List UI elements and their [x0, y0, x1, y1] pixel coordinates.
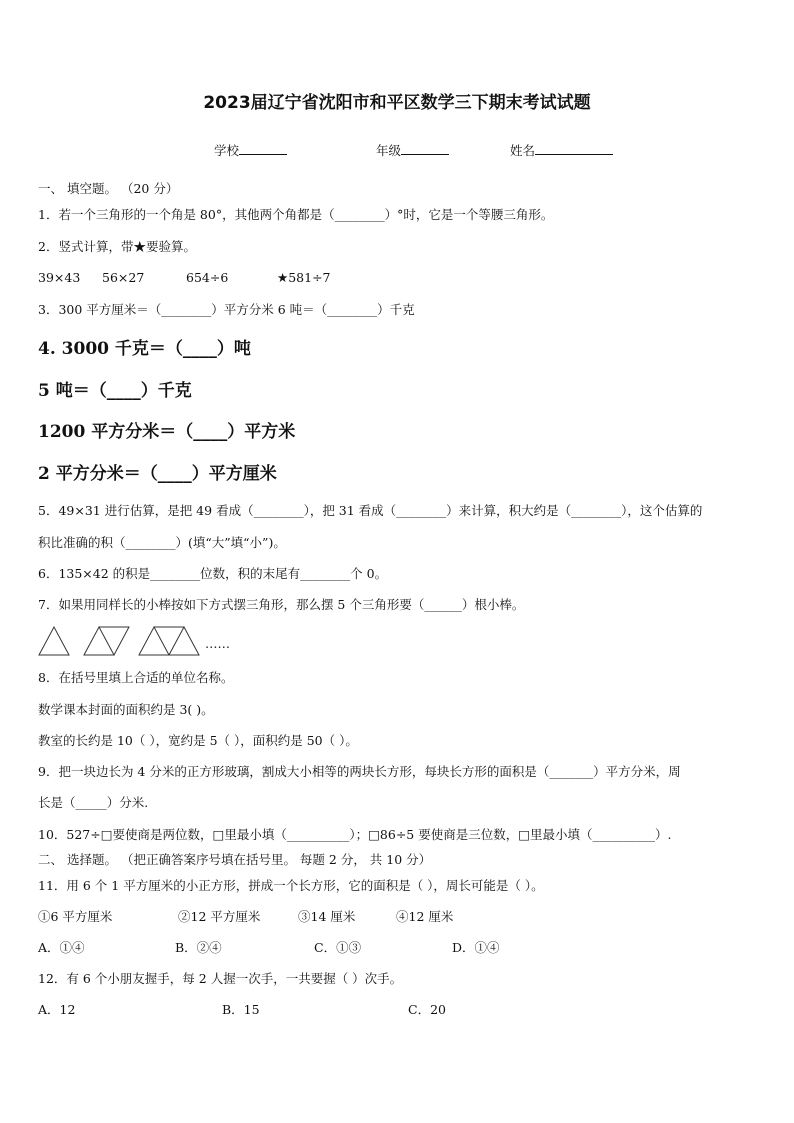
calc-item: 654÷6 [186, 270, 229, 285]
school-blank [239, 141, 287, 155]
triangle-three [139, 627, 199, 655]
question-11: 11．用 6 个 1 平方厘米的小正方形，拼成一个长方形，它的面积是（ ），周长可能是（ ）。 [38, 878, 544, 893]
question-1: 1．若一个三角形的一个角是 80°，其他两个角都是（________）°时，它是一个等腰三角形。 [38, 207, 554, 222]
choice-item: C．20 [408, 1002, 446, 1017]
calc-item: 39×43 [38, 270, 81, 285]
question-2-items [38, 270, 331, 286]
calc-item: ★581÷7 [277, 270, 331, 285]
question-2: 2．竖式计算，带★要验算。 [38, 239, 196, 254]
option-item: ④12 厘米 [396, 909, 454, 924]
question-9-line1: 9．把一块边长为 4 分米的正方形玻璃，割成大小相等的两块长方形，每块长方形的面积是（_______）平方分米，周 [38, 764, 681, 779]
choice-item: B．15 [222, 1002, 260, 1017]
triangle-one [39, 627, 69, 655]
choice-item: C．①③ [314, 940, 362, 955]
option-item: ③14 厘米 [298, 909, 356, 924]
school-field [214, 141, 287, 159]
question-5-line1: 5．49×31 进行估算，是把 49 看成（________），把 31 看成（________）来计算，积大约是（________），这个估算的 [38, 503, 703, 518]
question-4-line: 4. 3000 千克＝（____）吨 [38, 339, 251, 359]
question-8-a: 数学课本封面的面积约是 3( )。 [38, 702, 214, 717]
name-field [510, 141, 613, 159]
calc-item: 56×27 [102, 270, 145, 285]
choice-item: A．12 [38, 1002, 76, 1017]
question-8-b: 教室的长约是 10（ ），宽约是 5（ ），面积约是 50（ ）。 [38, 733, 358, 748]
page-title: 2023届辽宁省沈阳市和平区数学三下期末考试试题 [203, 93, 591, 113]
question-5-line2: 积比准确的积（________）(填“大”填“小”)。 [38, 535, 286, 550]
question-6: 6．135×42 的积是________位数，积的末尾有________个 0。 [38, 566, 388, 581]
grade-blank [401, 141, 449, 155]
grade-label: 年级 [376, 143, 402, 158]
choice-item: A．①④ [38, 940, 85, 955]
question-4-line: 5 吨＝（____）千克 [38, 381, 192, 401]
grade-field [376, 141, 449, 159]
question-8: 8．在括号里填上合适的单位名称。 [38, 670, 234, 685]
option-item: ①6 平方厘米 [38, 909, 113, 924]
section-heading-2: 二、 选择题。 （把正确答案序号填在括号里。 每题 2 分， 共 10 分） [38, 852, 432, 867]
name-label: 姓名 [510, 143, 536, 158]
triangle-two [84, 627, 129, 655]
question-11-options [38, 909, 453, 925]
school-label: 学校 [214, 143, 240, 158]
question-9-line2: 长是（_____）分米. [38, 795, 149, 810]
choice-item: B．②④ [175, 940, 222, 955]
question-11-choices [38, 940, 500, 956]
question-3: 3．300 平方厘米＝（________）平方分米 6 吨＝（________）千克 [38, 302, 415, 317]
question-7: 7．如果用同样长的小棒按如下方式摆三角形，那么摆 5 个三角形要（______）根小棒。 [38, 597, 525, 612]
question-12: 12．有 6 个小朋友握手，每 2 人握一次手，一共要握（ ）次手。 [38, 971, 403, 986]
question-4-line: 1200 平方分米＝（____）平方米 [38, 422, 296, 442]
question-12-choices [38, 1002, 446, 1018]
name-blank [535, 141, 613, 155]
option-item: ②12 平方厘米 [178, 909, 261, 924]
ellipsis: …… [205, 636, 230, 651]
section-heading-1: 一、 填空题。 （20 分） [38, 181, 179, 196]
question-10: 10．527÷□要使商是两位数，□里最小填（__________）；□86÷5 要使商是三位数，□里最小填（__________）. [38, 827, 672, 842]
choice-item: D．①④ [452, 940, 500, 955]
question-4-line: 2 平方分米＝（____）平方厘米 [38, 464, 277, 484]
